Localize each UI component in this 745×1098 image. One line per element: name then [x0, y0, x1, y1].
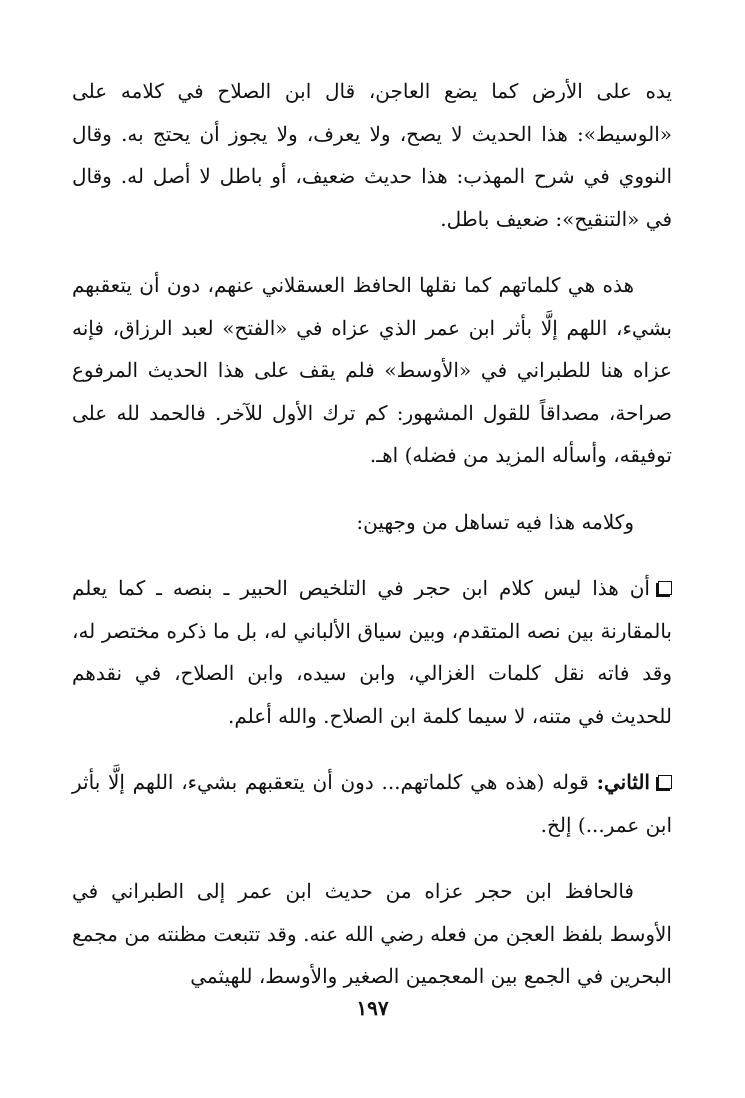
checkbox-bullet-icon [658, 775, 672, 789]
point-second-label: الثاني: [596, 770, 650, 794]
point-second [72, 761, 672, 846]
page-body [72, 70, 672, 1022]
point-first [72, 567, 672, 737]
paragraph-3: وكلامه هذا فيه تساهل من وجهين: [356, 509, 634, 534]
closing-paragraph: فالحافظ ابن حجر عزاه من حديث ابن عمر إلى الطبراني في الأوسط بلفظ العجن من فعله رضي الله عنه. وقد تتبعت مظنته من مجمع البحرين في الجمع بين المعجمين الصغير والأوسط، للهيثمي [72, 879, 672, 988]
page-number: ١٩٧ [356, 996, 389, 1020]
point-first-text: أن هذا ليس كلام ابن حجر في التلخيص الحبير ـ بنصه ـ كما يعلم بالمقارنة بين نصه المتقدم، وبين سياق الألباني له، بل ما ذكره مختصر له، وقد فاته نقل كلمات الغزالي، وابن سيده، وابن الصلاح، في نقدهم للحديث في متنه، لا سيما كلمة ابن الصلاح. والله أعلم. [72, 576, 672, 728]
paragraph-1: يده على الأرض كما يضع العاجن، قال ابن الصلاح في كلامه على «الوسيط»: هذا الحديث لا يصح، ولا يعرف، ولا يجوز أن يحتج به. وقال النووي في شرح المهذب: هذا حديث ضعيف، أو باطل لا أصل له. وقال في «التنقيح»: ضعيف باطل. [72, 79, 672, 231]
paragraph-2: هذه هي كلماتهم كما نقلها الحافظ العسقلاني عنهم، دون أن يتعقبهم بشيء، اللهم إلَّا بأثر ابن عمر الذي عزاه في «الفتح» لعبد الرزاق، فإنه عزاه هنا للطبراني في «الأوسط» فلم يقف على هذا الحديث المرفوع صراحة، مصداقاً للقول المشهور: كم ترك الأول للآخر. فالحمد لله على توفيقه، وأسأله المزيد من فضله) اهـ. [72, 273, 672, 467]
point-second-text: قوله (هذه هي كلماتهم... دون أن يتعقبهم بشيء، اللهم إلَّا بأثر ابن عمر...) إلخ. [72, 770, 672, 837]
checkbox-bullet-icon [658, 581, 672, 595]
